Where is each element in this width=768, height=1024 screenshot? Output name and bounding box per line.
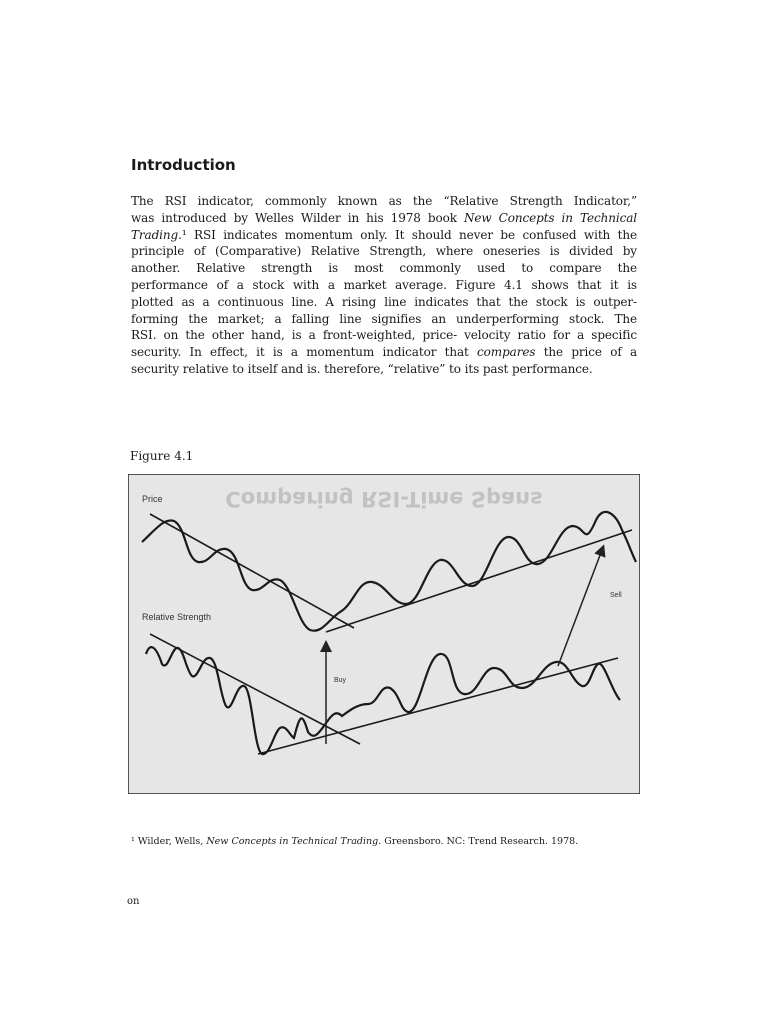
paragraph-line: performance of a stock with a market average. Figure 4.1 shows that it is bbox=[131, 277, 637, 292]
paragraph-line: Trading.¹ RSI indicates momentum only. It should never be confused with the bbox=[131, 227, 637, 242]
book-title: New Concepts in Technical bbox=[464, 210, 638, 225]
footnote-book-title: New Concepts in Technical Trading. bbox=[206, 836, 382, 847]
footnote-marker: ¹ bbox=[131, 836, 135, 847]
figure-label: Figure 4.1 bbox=[130, 449, 194, 463]
section-heading: Introduction bbox=[131, 156, 236, 174]
paragraph-line: forming the market; a falling line signifies an underperforming stock. The bbox=[131, 311, 637, 326]
paragraph-line: RSI. on the other hand, is a front-weighted, price- velocity ratio for a specific bbox=[131, 328, 637, 343]
paragraph-line: plotted as a continuous line. A rising line indicates that the stock is outper- bbox=[131, 294, 637, 309]
paragraph-line: security. In effect, it is a momentum indicator that compares the price of a bbox=[131, 345, 638, 360]
paragraph-line: was introduced by Welles Wilder in his 1978 book New Concepts in Technical bbox=[131, 210, 638, 225]
body-paragraph bbox=[131, 193, 637, 378]
paragraph-line: security relative to itself and is. therefore, “relative” to its past performance. bbox=[131, 361, 593, 376]
emphasis: compares bbox=[477, 345, 536, 360]
paragraph-line: another. Relative strength is most commonly used to compare the bbox=[131, 261, 637, 276]
figure-frame bbox=[128, 474, 640, 794]
sell-label: Sell bbox=[610, 592, 622, 599]
book-title: Trading. bbox=[131, 227, 182, 242]
paragraph-line: principle of (Comparative) Relative Strength, where oneseries is divided by bbox=[131, 244, 637, 259]
footnote-ref: ¹ bbox=[181, 227, 187, 242]
bleed-through-title bbox=[225, 487, 542, 511]
page-marker: on bbox=[127, 896, 140, 907]
figure-4-1 bbox=[128, 474, 640, 794]
paragraph-line: The RSI indicator, commonly known as the “Relative Strength Indicator,” bbox=[131, 194, 637, 208]
footnote: ¹ Wilder, Wells, New Concepts in Technical Trading. Greensboro. NC: Trend Research. 1978. bbox=[131, 836, 579, 847]
relative-strength-label: Relative Strength bbox=[142, 612, 212, 622]
figure-title: Comparing RSI-Time Spans bbox=[225, 487, 543, 511]
price-label: Price bbox=[142, 494, 163, 504]
buy-label: Buy bbox=[334, 677, 347, 684]
